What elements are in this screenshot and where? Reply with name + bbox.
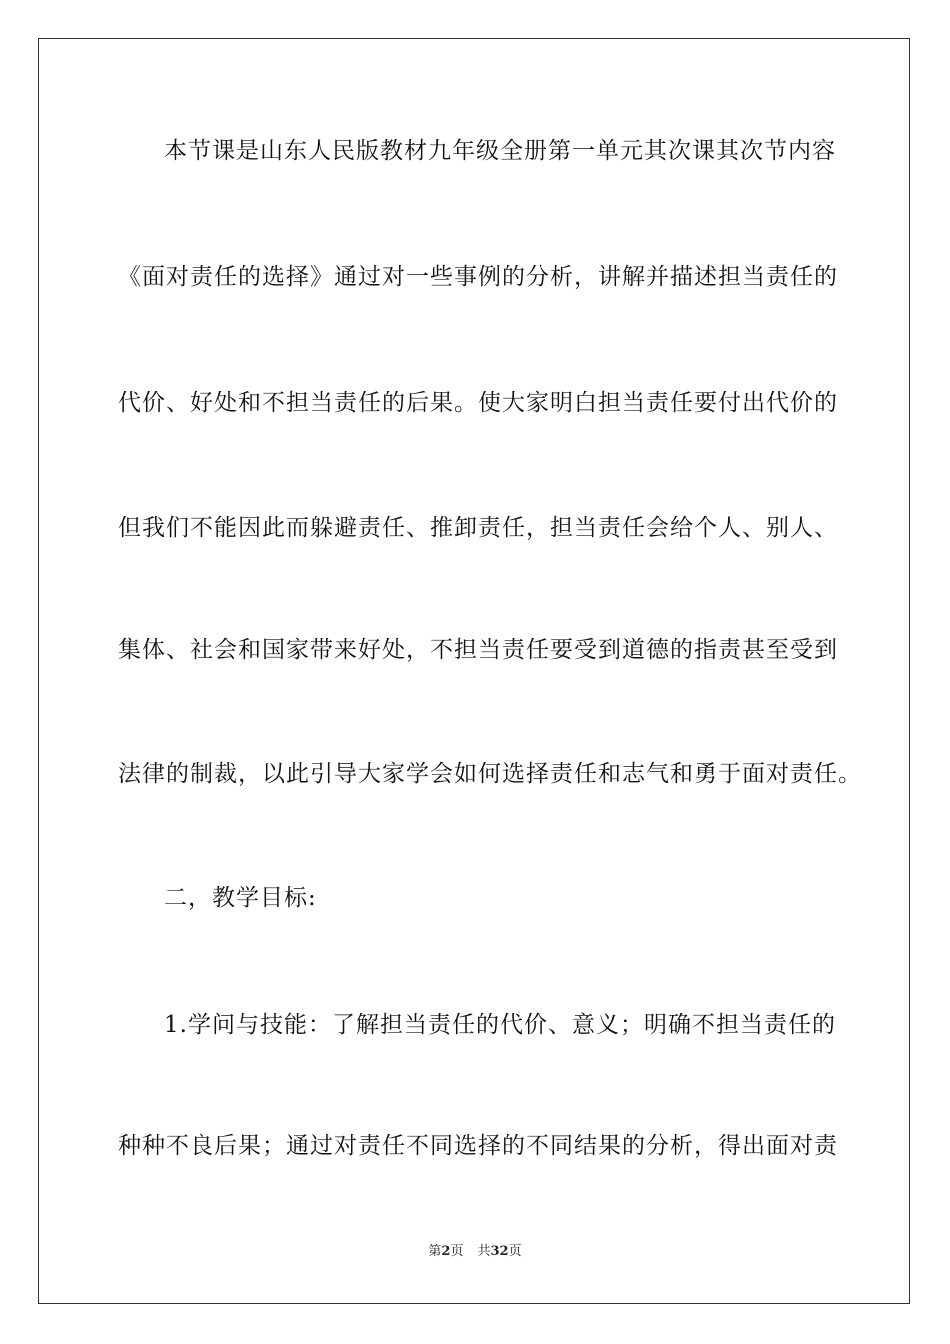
paragraph-1-line-3: 代价、好处和不担当责任的后果。使大家明白担当责任要付出代价的 xyxy=(118,390,838,416)
paragraph-1-line-2: 《面对责任的选择》通过对一些事例的分析，讲解并描述担当责任的 xyxy=(118,264,838,290)
page-border xyxy=(38,38,910,1304)
page-total-number: 32 xyxy=(490,1244,509,1259)
paragraph-1-line-5: 集体、社会和国家带来好处，不担当责任要受到道德的指责甚至受到 xyxy=(118,637,838,663)
paragraph-1-line-1: 本节课是山东人民版教材九年级全册第一单元其次课其次节内容 xyxy=(164,138,836,164)
page-suffix: 页 xyxy=(450,1244,464,1259)
page-prefix: 第 xyxy=(428,1244,442,1259)
page-current-number: 2 xyxy=(441,1244,451,1259)
section-heading-objectives: 二，教学目标: xyxy=(164,885,317,911)
paragraph-1-line-4: 但我们不能因此而躲避责任、推卸责任，担当责任会给个人、别人、 xyxy=(118,515,838,541)
total-prefix: 共 xyxy=(477,1244,491,1259)
paragraph-2-line-1: 1.学问与技能：了解担当责任的代价、意义；明确不担当责任的 xyxy=(164,1012,836,1038)
paragraph-1-line-6: 法律的制裁，以此引导大家学会如何选择责任和志气和勇于面对责任。 xyxy=(118,761,862,787)
page-footer xyxy=(0,1244,950,1260)
paragraph-2-line-2: 种种不良后果；通过对责任不同选择的不同结果的分析，得出面对责 xyxy=(118,1133,838,1159)
total-suffix: 页 xyxy=(508,1244,522,1259)
